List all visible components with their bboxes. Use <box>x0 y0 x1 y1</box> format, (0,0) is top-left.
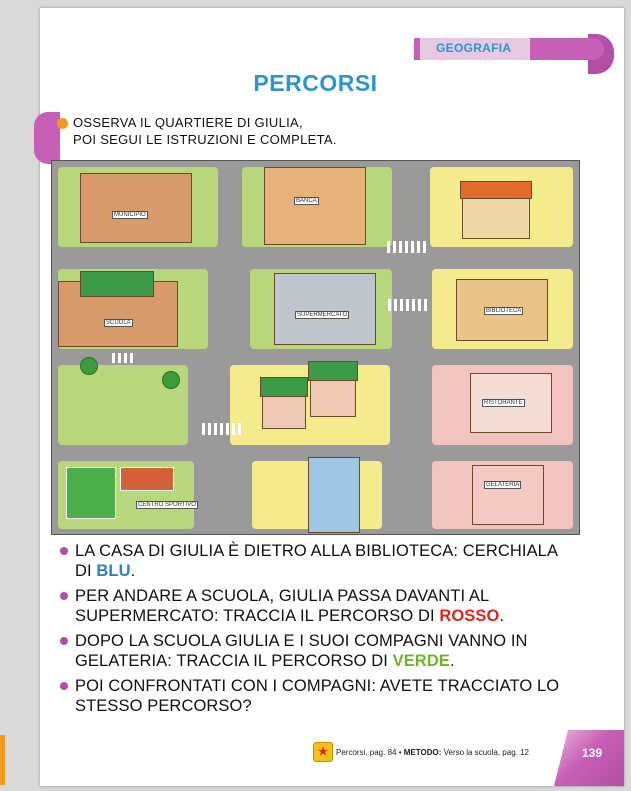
scuola-roof <box>80 271 154 297</box>
task-list <box>57 541 577 721</box>
ristorante-sign: RISTORANTE <box>484 400 523 406</box>
task-item: DOPO LA SCUOLA GIULIA E I SUOI COMPAGNI VANNO IN GELATERIA: TRACCIA IL PERCORSO DI VERDE. <box>57 631 577 671</box>
instruction-line-2: POI SEGUI LE ISTRUZIONI E COMPLETA. <box>73 132 337 147</box>
house-roof <box>260 377 308 397</box>
task-item: POI CONFRONTATI CON I COMPAGNI: AVETE TRACCIATO LO STESSO PERCORSO? <box>57 676 577 716</box>
bullet-icon <box>60 637 68 645</box>
margin-bar <box>0 735 5 785</box>
color-word-rosso: ROSSO <box>439 607 500 625</box>
instruction-bullet-icon <box>57 118 68 129</box>
task-item: PER ANDARE A SCUOLA, GIULIA PASSA DAVANTI AL SUPERMERCATO: TRACCIA IL PERCORSO DI ROSSO. <box>57 586 577 626</box>
house-giulia-roof <box>308 361 358 381</box>
office-tower <box>308 457 360 533</box>
task-item: LA CASA DI GIULIA È DIETRO ALLA BIBLIOTECA: CERCHIALA DI BLU. <box>57 541 577 581</box>
football-field <box>66 467 116 519</box>
footer-reference: Percorsi, pag. 84 • METODO: Verso la scuola, pag. 12 <box>336 748 529 757</box>
tree-icon <box>80 357 98 375</box>
instruction-text <box>73 114 337 148</box>
supermercato-sign: SUPERMERCATO <box>297 312 348 318</box>
municipio-building <box>80 173 192 243</box>
page-number: 139 <box>582 746 603 760</box>
neighborhood-map <box>51 160 580 535</box>
house-top-right-roof <box>460 181 532 199</box>
supermercato-building <box>274 273 376 345</box>
banca-building <box>264 167 366 245</box>
centro-sportivo-sign: CENTRO SPORTIVO <box>138 502 196 508</box>
scuola-sign: SCUOLA <box>106 320 131 326</box>
biblioteca-sign: BIBLIOTECA <box>486 308 522 314</box>
crosswalk <box>112 353 136 363</box>
gelateria-building <box>472 465 544 525</box>
gelateria-sign: GELATERIA <box>486 482 520 488</box>
crosswalk <box>388 299 428 311</box>
house-giulia <box>310 375 356 417</box>
instruction-ribbon <box>34 112 60 164</box>
color-word-verde: VERDE <box>392 652 450 670</box>
instruction-line-1: OSSERVA IL QUARTIERE DI GIULIA, <box>73 115 303 130</box>
tree-icon <box>162 371 180 389</box>
reference-book-icon: ★ <box>313 742 333 762</box>
municipio-sign: MUNICIPIO <box>114 212 146 218</box>
tennis-court <box>120 467 174 491</box>
crosswalk <box>387 241 427 253</box>
section-tab-label: GEOGRAFIA <box>436 41 512 55</box>
color-word-blu: BLU <box>96 562 131 580</box>
banca-sign: BANCA <box>296 198 317 204</box>
bullet-icon <box>60 547 68 555</box>
crosswalk <box>202 423 242 435</box>
page-title: PERCORSI <box>253 70 378 96</box>
bullet-icon <box>60 592 68 600</box>
bullet-icon <box>60 682 68 690</box>
